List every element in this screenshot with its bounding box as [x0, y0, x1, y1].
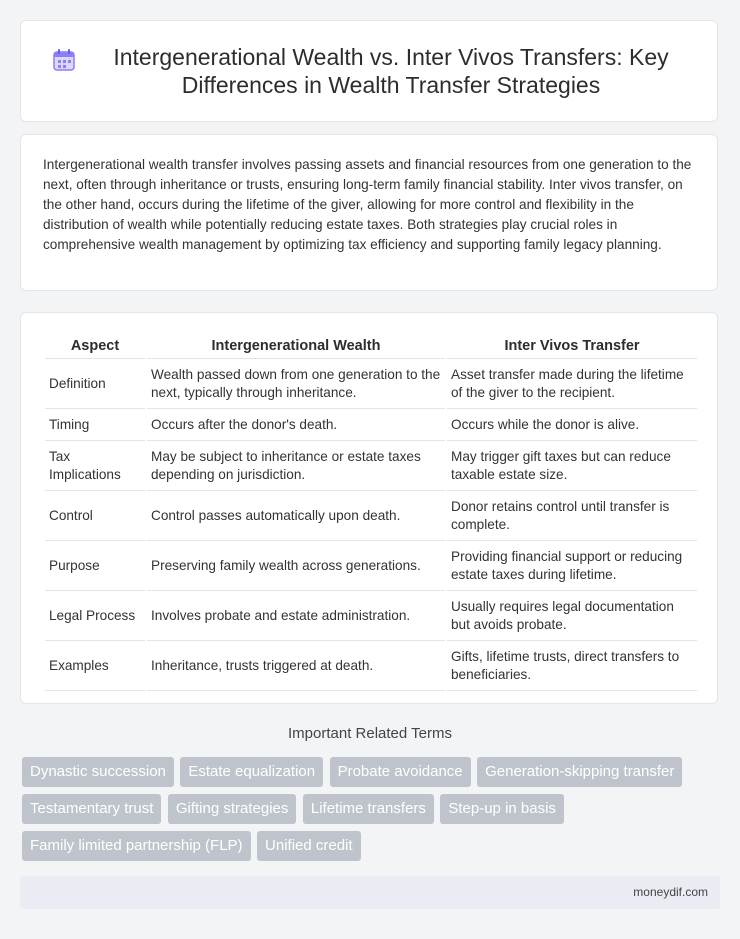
tag-lifetime-transfers[interactable]: Lifetime transfers: [303, 794, 434, 824]
table-header-row: [45, 335, 697, 359]
row-inter-vivos: Providing financial support or reducing estate taxes during lifetime.: [447, 541, 697, 591]
tag-gifting-strategies[interactable]: Gifting strategies: [168, 794, 297, 824]
table-row: [45, 359, 697, 409]
tag-probate-avoidance[interactable]: Probate avoidance: [330, 757, 471, 787]
comparison-table-card: [20, 312, 718, 704]
tag-dynastic-succession[interactable]: Dynastic succession: [22, 757, 174, 787]
tag-estate-equalization[interactable]: Estate equalization: [180, 757, 323, 787]
title-card: [20, 20, 718, 122]
tag-family-limited-partnership[interactable]: Family limited partnership (FLP): [22, 831, 251, 861]
header-inter-vivos: Inter Vivos Transfer: [447, 335, 697, 359]
row-intergenerational: Occurs after the donor's death.: [147, 409, 445, 441]
row-intergenerational: Control passes automatically upon death.: [147, 491, 445, 541]
header-aspect: Aspect: [45, 335, 145, 359]
footer: [20, 876, 720, 909]
row-intergenerational: Preserving family wealth across generations.: [147, 541, 445, 591]
page-title: Intergenerational Wealth vs. Inter Vivos Transfers: Key Differences in Wealth Transfer Strategies: [113, 44, 669, 98]
tag-step-up-in-basis[interactable]: Step-up in basis: [440, 794, 564, 824]
related-terms-tags: [22, 757, 722, 868]
calendar-icon: [51, 47, 77, 73]
row-aspect: Purpose: [45, 541, 145, 591]
row-inter-vivos: Asset transfer made during the lifetime of the giver to the recipient.: [447, 359, 697, 409]
header-intergenerational: Intergenerational Wealth: [147, 335, 445, 359]
table-row: [45, 541, 697, 591]
tag-unified-credit[interactable]: Unified credit: [257, 831, 361, 861]
row-aspect: Tax Implications: [45, 441, 145, 491]
intro-card: [20, 134, 718, 291]
footer-site-link[interactable]: moneydif.com: [633, 885, 708, 899]
tag-testamentary-trust[interactable]: Testamentary trust: [22, 794, 161, 824]
table-row: [45, 441, 697, 491]
related-terms-title: Important Related Terms: [288, 725, 452, 742]
row-inter-vivos: Donor retains control until transfer is complete.: [447, 491, 697, 541]
row-intergenerational: Wealth passed down from one generation to the next, typically through inheritance.: [147, 359, 445, 409]
row-inter-vivos: Gifts, lifetime trusts, direct transfers to beneficiaries.: [447, 641, 697, 691]
row-intergenerational: Involves probate and estate administration.: [147, 591, 445, 641]
row-intergenerational: May be subject to inheritance or estate taxes depending on jurisdiction.: [147, 441, 445, 491]
row-aspect: Examples: [45, 641, 145, 691]
table-row: [45, 591, 697, 641]
row-aspect: Control: [45, 491, 145, 541]
row-inter-vivos: Usually requires legal documentation but avoids probate.: [447, 591, 697, 641]
tag-generation-skipping-transfer[interactable]: Generation-skipping transfer: [477, 757, 682, 787]
row-inter-vivos: Occurs while the donor is alive.: [447, 409, 697, 441]
comparison-table: [43, 335, 699, 691]
table-row: [45, 491, 697, 541]
intro-paragraph: Intergenerational wealth transfer involves passing assets and financial resources from one generation to the next, often through inheritance or trusts, ensuring long-term family financial stability. Inter vivos transfer, on the other hand, occurs during the lifetime of the giver, allowing for more control and flexibility in the distribution of wealth while potentially reducing estate taxes. Both strategies play crucial roles in comprehensive wealth management by optimizing tax efficiency and supporting family legacy planning.: [43, 157, 692, 252]
table-row: [45, 409, 697, 441]
table-row: [45, 641, 697, 691]
row-aspect: Definition: [45, 359, 145, 409]
row-intergenerational: Inheritance, trusts triggered at death.: [147, 641, 445, 691]
row-aspect: Timing: [45, 409, 145, 441]
row-aspect: Legal Process: [45, 591, 145, 641]
row-inter-vivos: May trigger gift taxes but can reduce taxable estate size.: [447, 441, 697, 491]
